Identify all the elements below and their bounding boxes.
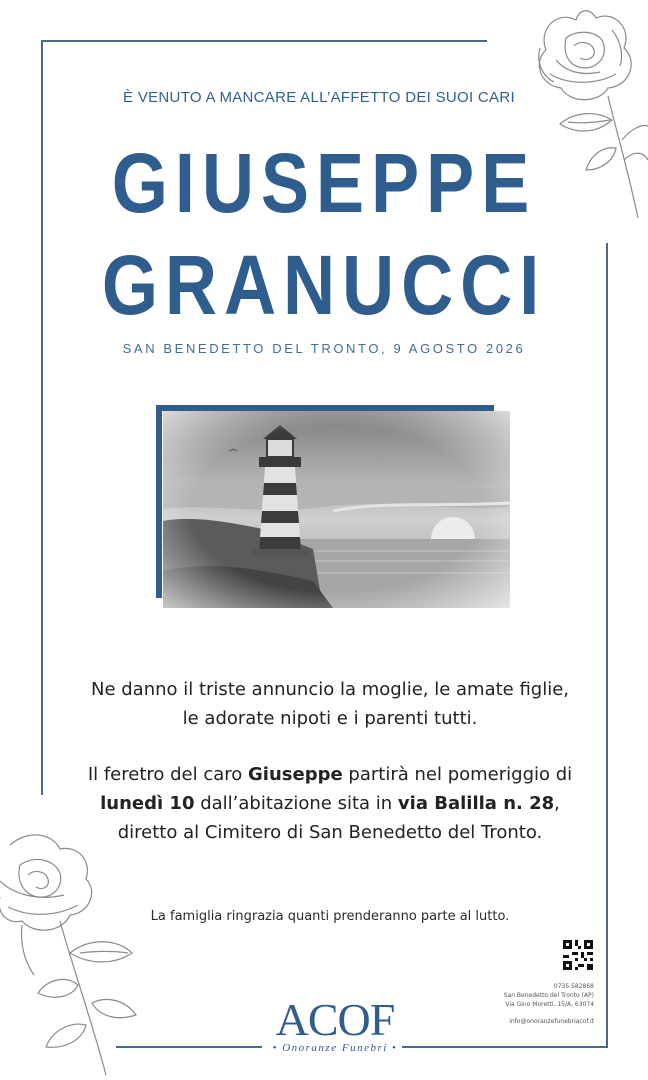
logo-main: ACOF [275, 994, 395, 1045]
flower-icon [0, 825, 150, 1080]
headline: È VENUTO A MANCARE ALL’AFFETTO DEI SUOI CARI [123, 89, 515, 106]
contact-email[interactable]: info@onoranzefunebriacof.it [509, 1018, 594, 1025]
text-span: partirà nel pomeriggio di [342, 764, 573, 785]
last-name: GRANUCCI [101, 238, 547, 332]
funeral-line-2 [40, 789, 620, 818]
funeral-details [40, 760, 620, 847]
qr-code-icon[interactable] [563, 940, 593, 970]
funeral-day: lunedì 10 [100, 793, 195, 814]
contact-address: Via Gino Moretti, 15/A, 63074 [505, 1001, 594, 1008]
announcement-text [40, 675, 620, 733]
thanks-text: La famiglia ringrazia quanti prenderanno parte al lutto. [150, 909, 510, 924]
text-span: , [554, 793, 560, 814]
first-name: GIUSEPPE [111, 136, 537, 230]
place-date: SAN BENEDETTO DEL TRONTO, 9 AGOSTO 2026 [122, 341, 526, 356]
logo-sub: • Onoranze Funebri • [272, 1042, 398, 1054]
text-span: Il feretro del caro [87, 764, 249, 785]
deceased-name: Giuseppe [248, 764, 343, 785]
announcement-line: le adorate nipoti e i parenti tutti. [182, 708, 478, 729]
announcement-line: Ne danno il triste annuncio la moglie, le amate figlie, [90, 679, 570, 700]
text-span: dall’abitazione sita in [194, 793, 398, 814]
frame-bottom-right [402, 1046, 608, 1048]
funeral-line-3: diretto al Cimitero di San Benedetto del Tronto. [117, 822, 543, 843]
contact-phone: 0735 582868 [553, 983, 594, 990]
funeral-line-1 [40, 760, 620, 789]
contact-city: San Benedetto del Tronto (AP) [503, 992, 594, 999]
frame-top [41, 40, 487, 42]
lighthouse-photo [163, 411, 510, 608]
frame-right [606, 243, 608, 1047]
company-logo [265, 994, 405, 1054]
funeral-address: via Balilla n. 28 [397, 793, 555, 814]
